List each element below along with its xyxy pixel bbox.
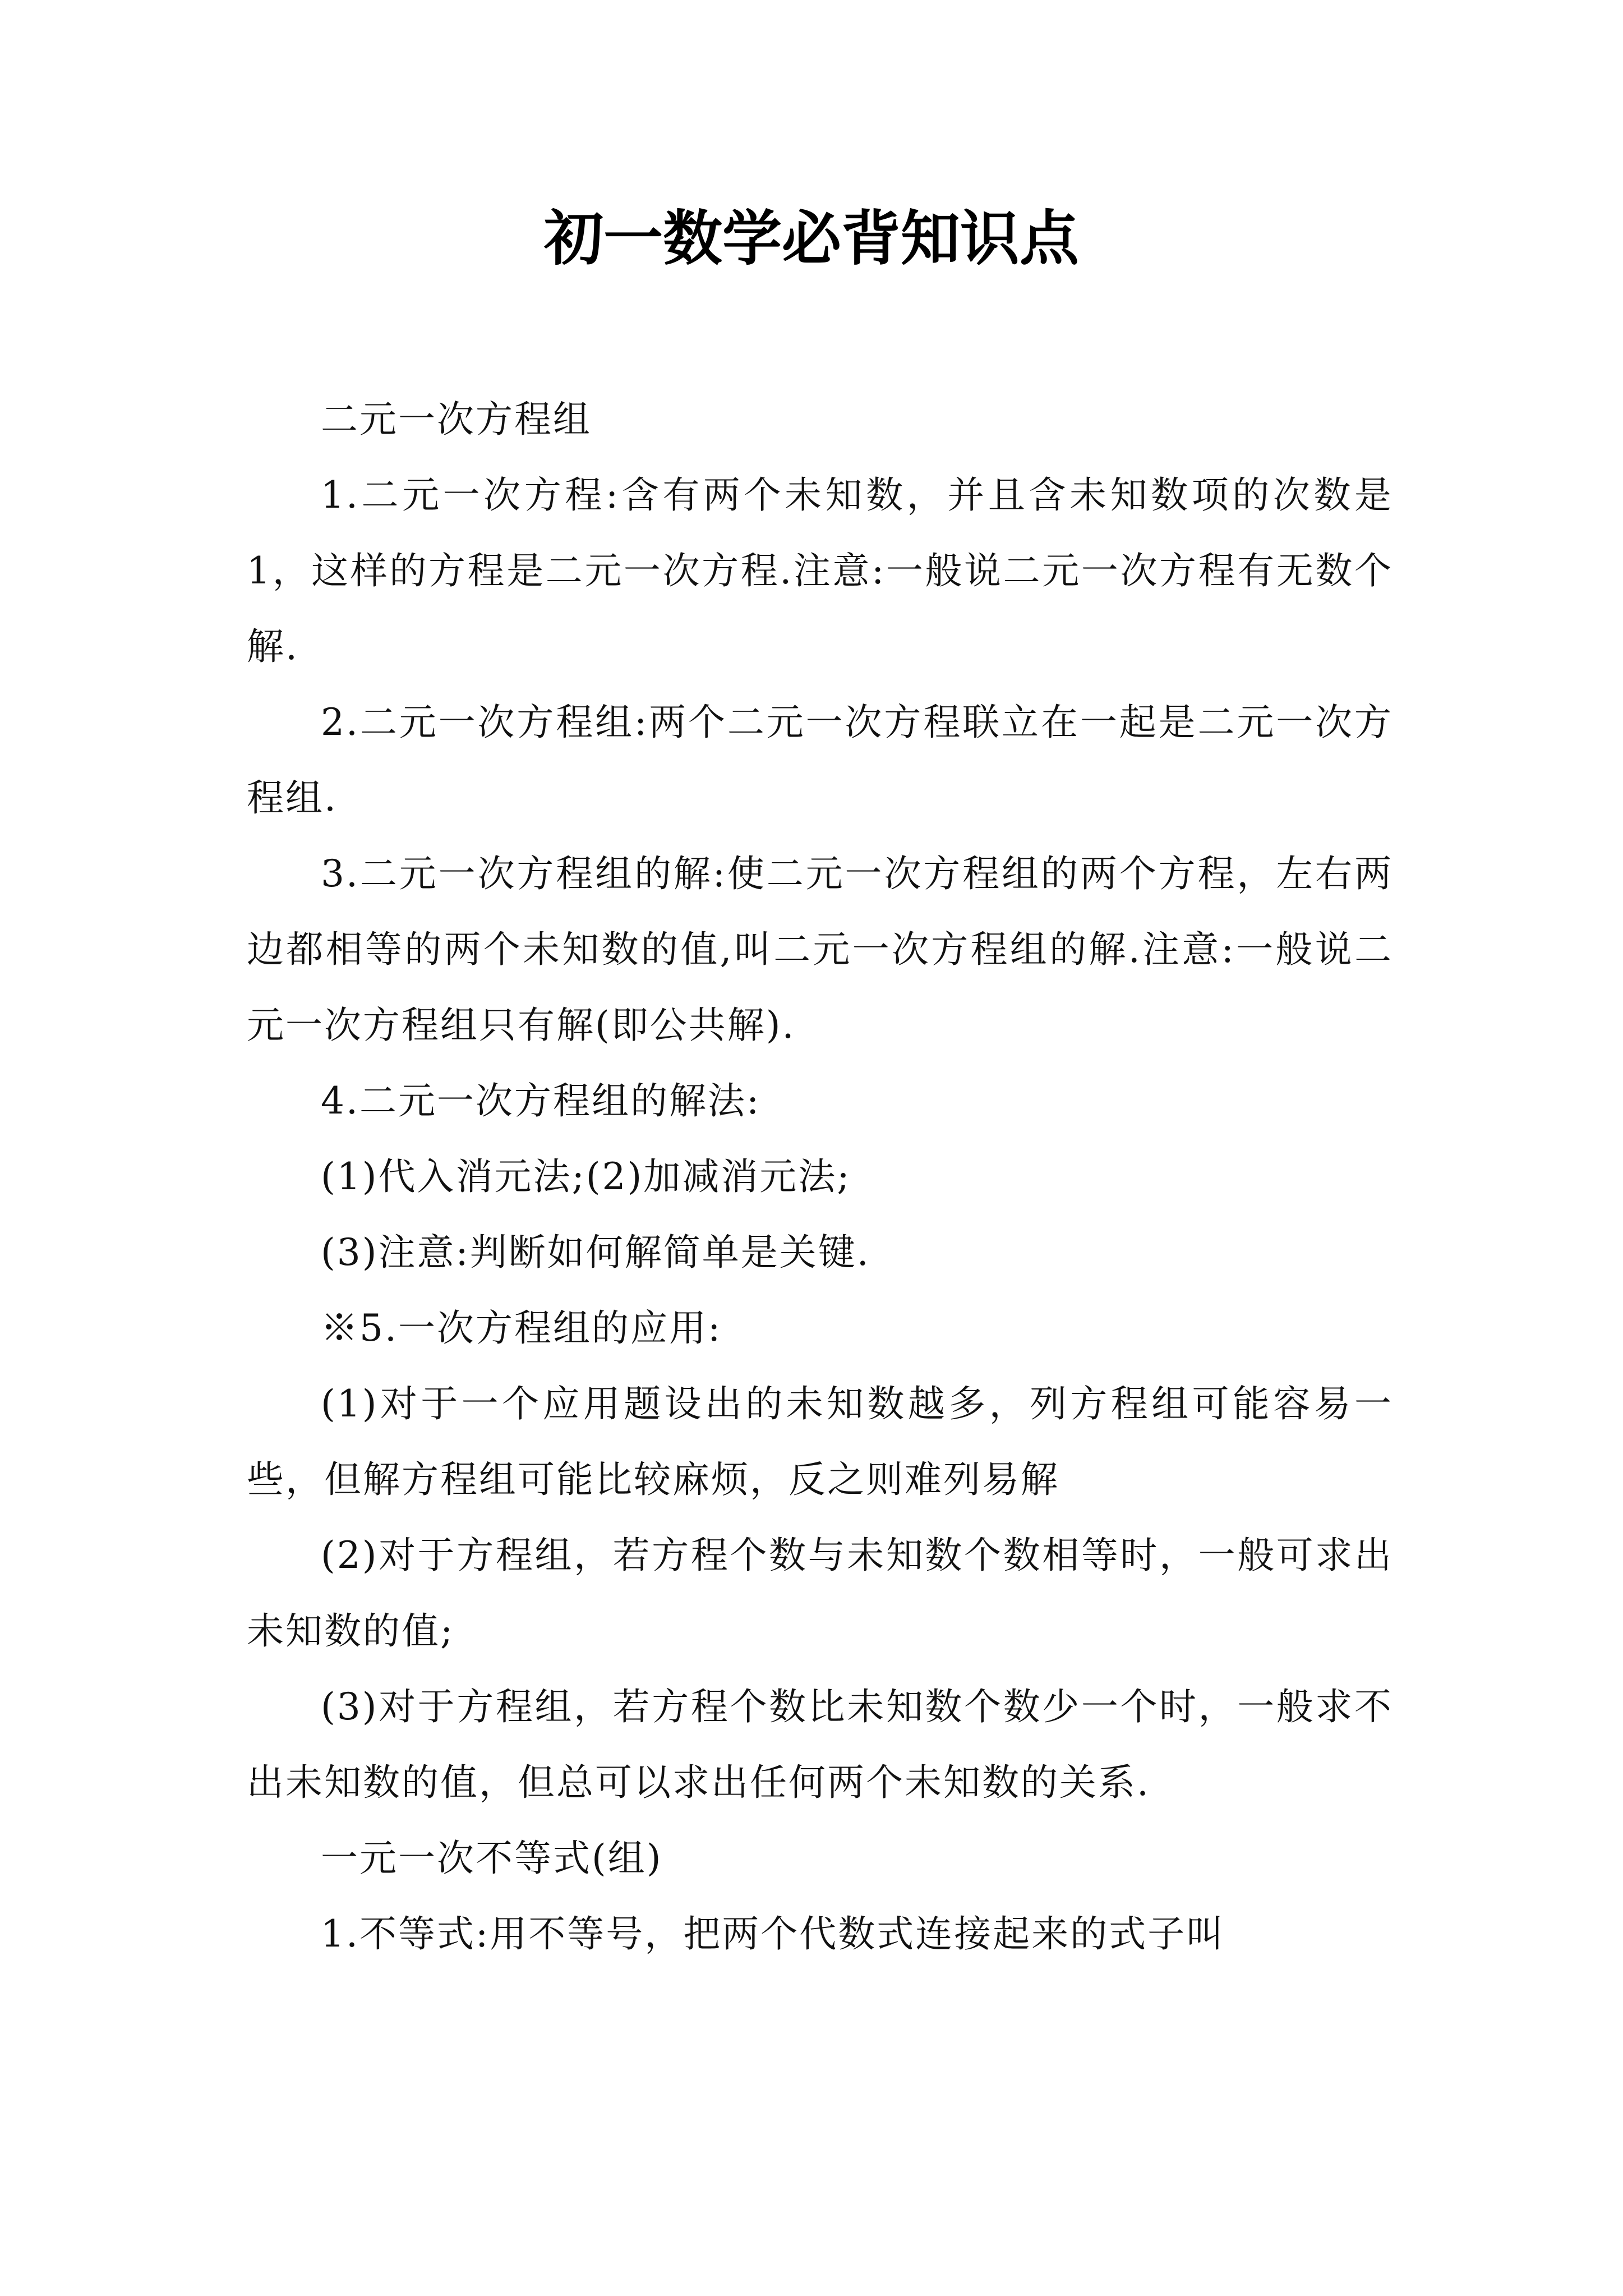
paragraph: 1.二元一次方程:含有两个未知数，并且含未知数项的次数是1，这样的方程是二元一次方程.注意:一般说二元一次方程有无数个解. xyxy=(247,473,1393,668)
paragraph: (3)注意:判断如何解简单是关键. xyxy=(321,1231,870,1274)
paragraph: 3.二元一次方程组的解:使二元一次方程组的两个方程，左右两边都相等的两个未知数的值,叫二元一次方程组的解.注意:一般说二元一次方程组只有解(即公共解). xyxy=(247,852,1393,1047)
paragraph: ※5.一次方程组的应用: xyxy=(321,1306,722,1350)
paragraph: 4.二元一次方程组的解法: xyxy=(321,1079,761,1122)
section-heading-inequalities: 一元一次不等式(组) xyxy=(321,1837,663,1880)
paragraph: (3)对于方程组，若方程个数比未知数个数少一个时，一般求不出未知数的值，但总可以求出任何两个未知数的关系. xyxy=(247,1685,1393,1804)
paragraph: (1)对于一个应用题设出的未知数越多，列方程组可能容易一些，但解方程组可能比较麻烦，反之则难列易解 xyxy=(247,1382,1393,1501)
section-heading-linear-equations: 二元一次方程组 xyxy=(321,398,592,441)
document-body xyxy=(247,381,1393,1972)
paragraph: (1)代入消元法;(2)加减消元法; xyxy=(321,1155,851,1198)
paragraph: 1.不等式:用不等号，把两个代数式连接起来的式子叫 xyxy=(321,1912,1225,1955)
page-title: 初一数学必背知识点 xyxy=(544,203,1079,273)
paragraph: 2.二元一次方程组:两个二元一次方程联立在一起是二元一次方程组. xyxy=(247,701,1393,820)
paragraph: (2)对于方程组，若方程个数与未知数个数相等时，一般可求出未知数的值; xyxy=(247,1534,1393,1653)
